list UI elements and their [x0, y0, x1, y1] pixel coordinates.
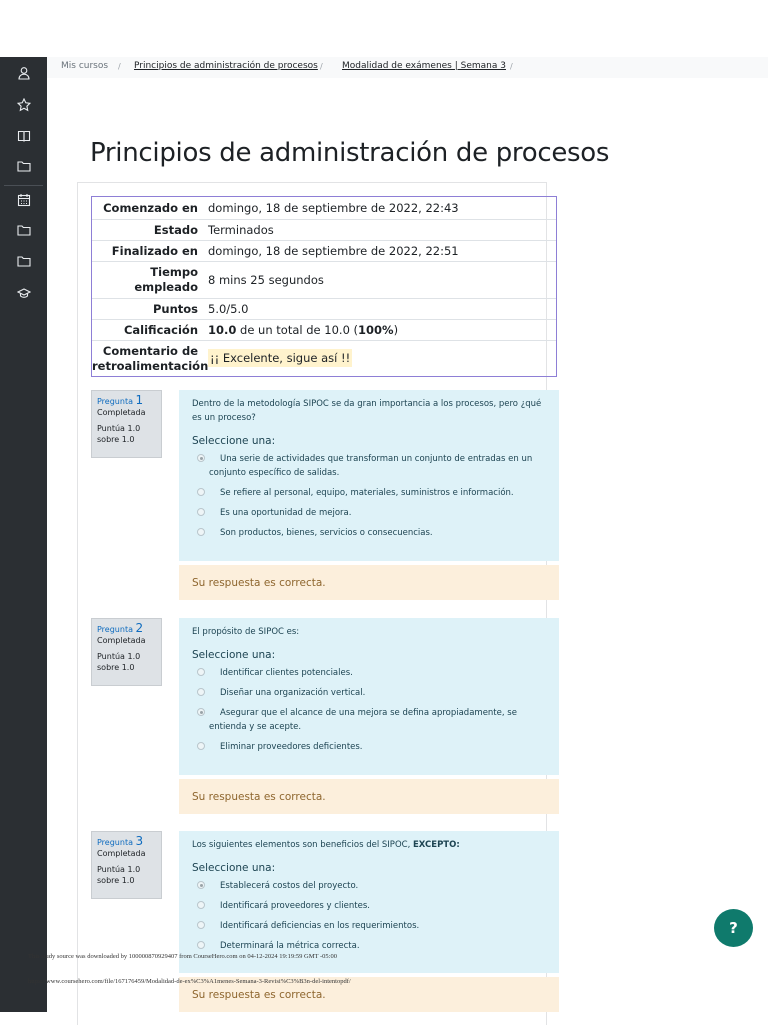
summary-value: domingo, 18 de septiembre de 2022, 22:43 [208, 201, 459, 215]
question-score: Puntúa 1.0 sobre 1.0 [97, 865, 141, 885]
breadcrumb-item-mis-cursos[interactable]: Mis cursos [61, 61, 109, 71]
select-prompt: Seleccione una: [192, 649, 276, 661]
answer-option[interactable] [192, 899, 546, 913]
summary-row [92, 319, 556, 341]
page-title: Principios de administración de procesos [90, 138, 610, 169]
question-text: Dentro de la metodología SIPOC se da gran importancia a los procesos, pero ¿qué es un proceso? [192, 399, 542, 423]
breadcrumb-separator: / [320, 62, 323, 71]
grade-percent: 100% [358, 323, 394, 337]
grade-close: ) [393, 323, 399, 337]
summary-row [92, 197, 556, 219]
question-num: 3 [135, 834, 144, 848]
answer-option[interactable] [192, 526, 546, 540]
question-status: Completada [97, 636, 146, 645]
question-number [97, 836, 156, 848]
question-text-emphasis: EXCEPTO: [412, 840, 460, 850]
answer-option[interactable] [192, 740, 546, 754]
summary-value: domingo, 18 de septiembre de 2022, 22:51 [208, 244, 459, 258]
summary-row [92, 298, 556, 320]
answer-text: Identificará proveedores y clientes. [220, 901, 370, 911]
sidebar [0, 57, 47, 1012]
summary-label: Estado [153, 223, 198, 237]
watermark-url: https://www.coursehero.com/file/167176459/Modalidad-de-ex%C3%A1menes-Semana-3-Revisi%C3%B3n-del-intentopdf/ [28, 978, 351, 985]
summary-value: 5.0/5.0 [208, 302, 249, 316]
question-num: 1 [135, 393, 144, 407]
question-number [97, 395, 156, 407]
breadcrumb-separator: / [510, 62, 513, 71]
attempt-summary-table [91, 196, 557, 377]
feedback-text: ¡¡ Excelente, sigue así !! [210, 351, 351, 365]
question-number [97, 623, 156, 635]
feedback-correct: Su respuesta es correcta. [179, 565, 559, 600]
radio-button[interactable] [197, 921, 205, 929]
answer-text: Identificará deficiencias en los requerimientos. [220, 921, 420, 931]
summary-value: 8 mins 25 segundos [208, 273, 324, 287]
radio-button[interactable] [197, 508, 205, 516]
select-prompt: Seleccione una: [192, 862, 276, 874]
answer-option[interactable] [192, 666, 546, 680]
radio-button[interactable] [197, 668, 205, 676]
breadcrumb-separator: / [118, 62, 121, 71]
sidebar-divider [4, 185, 43, 186]
summary-value: Terminados [208, 223, 274, 237]
answer-option[interactable] [192, 452, 546, 480]
breadcrumb [47, 57, 768, 78]
user-icon[interactable] [0, 62, 47, 84]
feedback-correct: Su respuesta es correcta. [179, 779, 559, 814]
radio-button[interactable] [197, 528, 205, 536]
question-info [91, 831, 162, 899]
answer-text: Son productos, bienes, servicios o consecuencias. [220, 528, 433, 538]
summary-row [92, 261, 556, 299]
grade-value: 10.0 [208, 323, 237, 337]
summary-label: Comenzado en [103, 201, 198, 215]
radio-button[interactable] [197, 901, 205, 909]
summary-label: Calificación [123, 323, 198, 337]
watermark-line: This study source was downloaded by 100000870929407 from CourseHero.com on 04-12-2024 19:19:59 GMT -05:00 [28, 953, 337, 960]
answer-option[interactable] [192, 486, 546, 500]
question-text: El propósito de SIPOC es: [192, 627, 300, 637]
summary-value [208, 323, 398, 338]
summary-label: Puntos [152, 302, 198, 316]
answer-option[interactable] [192, 706, 546, 734]
question-info [91, 618, 162, 686]
answer-option[interactable] [192, 879, 546, 893]
answer-text: Identificar clientes potenciales. [220, 668, 353, 678]
radio-button[interactable] [197, 488, 205, 496]
answer-option[interactable] [192, 919, 546, 933]
summary-row [92, 219, 556, 241]
question-content [179, 618, 559, 775]
radio-button[interactable] [197, 941, 205, 949]
answer-text: Establecerá costos del proyecto. [220, 881, 359, 891]
summary-row [92, 340, 556, 377]
radio-button[interactable] [197, 708, 205, 716]
question-prefix: Pregunta [97, 838, 133, 847]
question-score: Puntúa 1.0 sobre 1.0 [97, 424, 141, 444]
answer-text: Eliminar proveedores deficientes. [220, 742, 363, 752]
answer-text: Diseñar una organización vertical. [220, 688, 366, 698]
question-info [91, 390, 162, 458]
summary-label: Finalizado en [111, 244, 198, 258]
radio-button[interactable] [197, 688, 205, 696]
question-status: Completada [97, 849, 146, 858]
answer-text: Una serie de actividades que transforman un conjunto de entradas en un conjunto específico de salidas. [209, 454, 533, 478]
summary-value [208, 351, 352, 366]
answer-text: Determinará la métrica correcta. [220, 941, 360, 951]
feedback-correct: Su respuesta es correcta. [179, 977, 559, 1012]
question-content [179, 390, 559, 561]
question-text [192, 838, 546, 852]
summary-label: Tiempo empleado [134, 265, 198, 294]
question-prefix: Pregunta [97, 397, 133, 406]
answer-text: Se refiere al personal, equipo, materiales, suministros e información. [220, 488, 514, 498]
summary-row [92, 240, 556, 262]
answer-text: Asegurar que el alcance de una mejora se defina apropiadamente, se entienda y se acepte. [209, 708, 517, 732]
question-status: Completada [97, 408, 146, 417]
radio-button[interactable] [197, 454, 205, 462]
book-icon[interactable] [0, 125, 47, 147]
answer-option[interactable] [192, 506, 546, 520]
folder-icon[interactable] [0, 250, 47, 272]
select-prompt: Seleccione una: [192, 435, 276, 447]
summary-label: Comentario de retroalimentación [92, 344, 209, 373]
graduation-cap-icon[interactable] [0, 282, 47, 304]
breadcrumb-item-course[interactable]: Principios de administración de procesos [134, 61, 318, 71]
question-prefix: Pregunta [97, 625, 133, 634]
answer-text: Es una oportunidad de mejora. [220, 508, 352, 518]
folder-icon[interactable] [0, 155, 47, 177]
star-icon[interactable] [0, 94, 47, 116]
question-content [179, 831, 559, 973]
grade-total: de un total de 10.0 ( [236, 323, 359, 337]
radio-button[interactable] [197, 881, 205, 889]
breadcrumb-item-exam[interactable]: Modalidad de exámenes | Semana 3 [342, 61, 506, 71]
calendar-icon[interactable] [0, 189, 47, 211]
question-score: Puntúa 1.0 sobre 1.0 [97, 652, 141, 672]
radio-button[interactable] [197, 742, 205, 750]
folder-icon[interactable] [0, 219, 47, 241]
question-num: 2 [135, 621, 144, 635]
answer-option[interactable] [192, 939, 546, 953]
help-button[interactable]: ? [714, 909, 753, 947]
answer-option[interactable] [192, 686, 546, 700]
question-text-main: Los siguientes elementos son beneficios del SIPOC, [192, 840, 413, 850]
